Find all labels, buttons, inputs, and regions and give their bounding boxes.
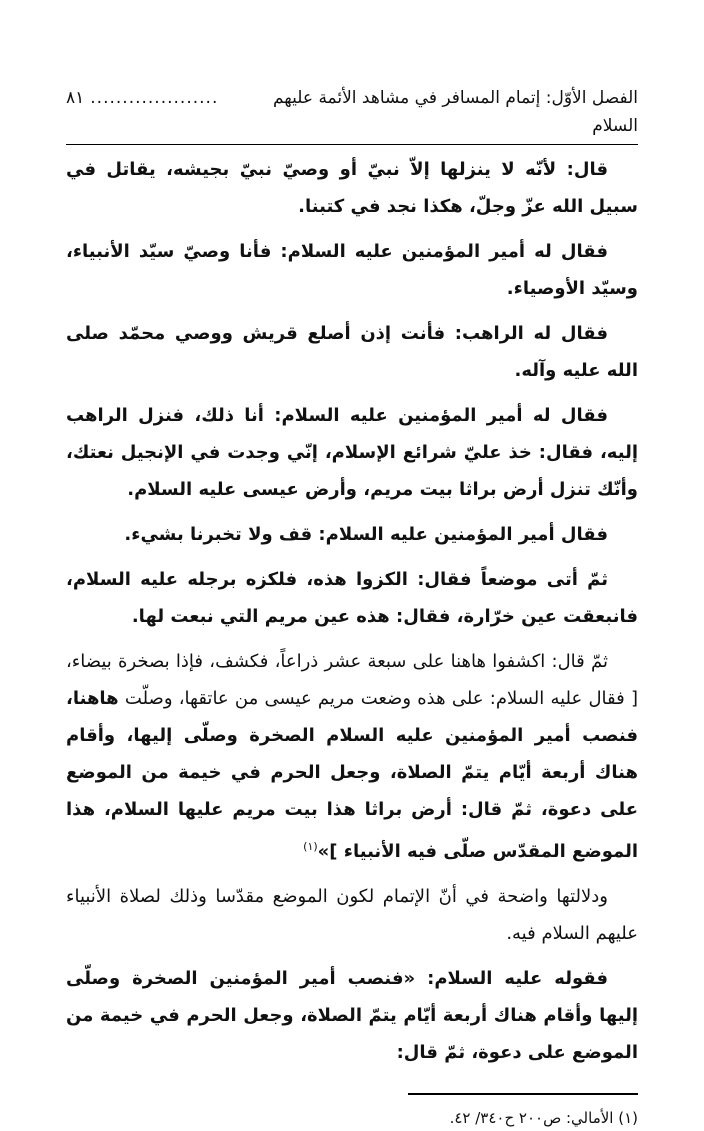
- header-dots: ....................: [90, 88, 219, 108]
- paragraph-7: [66, 643, 638, 870]
- running-header: [66, 84, 638, 145]
- footnote-ref: (١): [303, 840, 318, 853]
- footnote: (١) الأمالي: ص٢٠٠ ح٣٤٠/ ٤٢.: [449, 1109, 638, 1127]
- paragraph-2: فقال له أمير المؤمنين عليه السلام: فأنا وصيّ سيّد الأنبياء، وسيّد الأوصياء.: [66, 241, 638, 299]
- paragraph-8: ودلالتها واضحة في أنّ الإتمام لكون الموضع مقدّسا وذلك لصلاة الأنبياء عليهم السلام فيه.: [66, 886, 638, 944]
- footnote-separator: [408, 1093, 638, 1095]
- header-title: الفصل الأوّل: إتمام المسافر في مشاهد الأئمة عليهم السلام: [272, 88, 638, 136]
- paragraph-3: فقال له الراهب: فأنت إذن أصلع قريش ووصي محمّد صلى الله عليه وآله.: [66, 323, 638, 381]
- paragraph-5: فقال أمير المؤمنين عليه السلام: قف ولا تخبرنا بشيء.: [124, 524, 608, 545]
- paragraph-4: فقال له أمير المؤمنين عليه السلام: أنا ذلك، فنزل الراهب إليه، فقال: خذ عليّ شرائع الإسلام، إنّي وجدت في الإنجيل نعتك، وأنّك تنزل أرض براثا بيت مريم، وأرض عيسى عليه السلام.: [66, 405, 638, 500]
- paragraph-7-part-b: هاهنا، فنصب أمير المؤمنين عليه السلام الصخرة وصلّى إليها، وأقام هناك أربعة أيّام يتمّ الصلاة، وجعل الحرم في خيمة من الموضع على دعوة، ثمّ قال: أرض براثا هذا بيت مريم عليها السلام، هذا الموضع المقدّس صلّى فيه الأنبياء ]»: [66, 688, 638, 862]
- paragraph-7-part-a: ثمّ قال: اكشفوا هاهنا على سبعة عشر ذراعاً، فكشف، فإذا بصخرة بيضاء، [ فقال عليه السلام: على هذه وضعت مريم عيسى من عاتقها، وصلّت: [66, 651, 638, 709]
- paragraph-1: قال: لأنّه لا ينزلها إلاّ نبيّ أو وصيّ نبيّ بجيشه، يقاتل في سبيل الله عزّ وجلّ، هكذا نجد في كتبنا.: [66, 159, 638, 217]
- paragraph-6: ثمّ أتى موضعاً فقال: الكزوا هذه، فلكزه برجله عليه السلام، فانبعقت عين خرّارة، فقال: هذه عين مريم التي نبعت لها.: [66, 569, 638, 627]
- page-number: ٨١: [66, 88, 85, 108]
- paragraph-9: فقوله عليه السلام: «فنصب أمير المؤمنين الصخرة وصلّى إليها وأقام هناك أربعة أيّام يتمّ الصلاة، وجعل الحرم في خيمة من الموضع على دعوة، ثمّ قال:: [66, 968, 638, 1063]
